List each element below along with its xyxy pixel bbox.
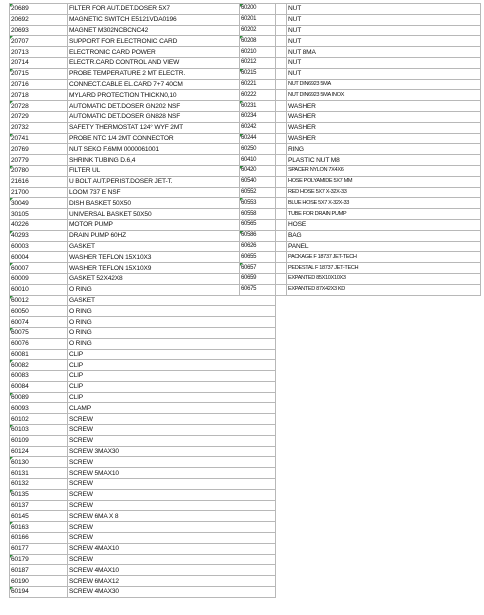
part-description-cell[interactable]: SCREW [68, 522, 276, 533]
part-code-cell[interactable]: 60194 [10, 587, 68, 598]
part-description-cell[interactable]: BAG [287, 230, 481, 241]
part-description-cell[interactable]: EXPANTED 87X42X3 KD [287, 284, 481, 295]
table-row [10, 511, 276, 522]
table-row [240, 176, 481, 187]
part-description-cell[interactable]: FILTER UL [68, 165, 276, 176]
part-description-cell[interactable]: NUT [287, 14, 481, 25]
table-row [10, 435, 276, 446]
table-row [10, 57, 276, 68]
part-code-cell[interactable]: 60250 [240, 144, 287, 155]
table-row [240, 4, 481, 15]
table-row [10, 133, 276, 144]
part-code-cell[interactable]: 60187 [10, 565, 68, 576]
part-code-cell[interactable]: 60009 [10, 273, 68, 284]
part-code-cell[interactable]: 60124 [10, 446, 68, 457]
part-description-cell[interactable]: SCREW [68, 425, 276, 436]
table-row [10, 295, 276, 306]
table-row [10, 554, 276, 565]
part-code-cell[interactable]: 60137 [10, 500, 68, 511]
part-description-cell[interactable]: SCREW [68, 479, 276, 490]
part-description-cell[interactable]: PLASTIC NUT M8 [287, 155, 481, 166]
part-code-cell[interactable]: 60586 [240, 230, 287, 241]
table-row [10, 468, 276, 479]
part-description-cell[interactable]: AUTOMATIC DET.DOSER GN202 NSF [68, 101, 276, 112]
part-code-cell[interactable]: 60075 [10, 327, 68, 338]
table-row [10, 263, 276, 274]
part-code-cell[interactable]: 60410 [240, 155, 287, 166]
part-description-cell[interactable]: NUT DIN6923 5MA INOX [287, 90, 481, 101]
table-row [10, 392, 276, 403]
part-code-cell[interactable]: 60003 [10, 241, 68, 252]
table-row [10, 306, 276, 317]
part-description-cell[interactable]: ELECTR.CARD CONTROL AND VIEW [68, 57, 276, 68]
table-row [10, 543, 276, 554]
part-description-cell[interactable]: SCREW 5MAX10 [68, 468, 276, 479]
part-code-cell[interactable]: 60135 [10, 489, 68, 500]
table-row [240, 14, 481, 25]
part-code-cell[interactable]: 60007 [10, 263, 68, 274]
table-row [10, 327, 276, 338]
table-row [10, 284, 276, 295]
table-row [240, 47, 481, 58]
part-description-cell[interactable]: NUT [287, 25, 481, 36]
part-code-cell[interactable]: 60565 [240, 219, 287, 230]
table-row [240, 187, 481, 198]
table-row [10, 155, 276, 166]
part-code-cell[interactable]: 60234 [240, 111, 287, 122]
part-code-cell[interactable]: 20729 [10, 111, 68, 122]
table-row [10, 489, 276, 500]
part-code-cell[interactable]: 60102 [10, 414, 68, 425]
part-description-cell[interactable]: U BOLT AUT.PERIST.DOSER JET-T. [68, 176, 276, 187]
part-code-cell[interactable]: 60202 [240, 25, 287, 36]
part-description-cell[interactable]: O RING [68, 338, 276, 349]
part-code-cell[interactable]: 60083 [10, 371, 68, 382]
part-description-cell[interactable]: O RING [68, 306, 276, 317]
part-description-cell[interactable]: WASHER [287, 133, 481, 144]
table-row [240, 165, 481, 176]
part-description-cell[interactable]: CONNECT.CABLE EL.CARD 7+7 40CM [68, 79, 276, 90]
part-description-cell[interactable]: MAGNETIC SWITCH E5121VDA0196 [68, 14, 276, 25]
part-code-cell[interactable]: 60659 [240, 273, 287, 284]
table-row [10, 209, 276, 220]
parts-table-right-body [240, 4, 481, 296]
table-row [10, 349, 276, 360]
table-row [10, 565, 276, 576]
part-code-cell[interactable]: 30105 [10, 209, 68, 220]
table-row [240, 57, 481, 68]
part-code-cell[interactable]: 20713 [10, 47, 68, 58]
part-code-cell[interactable]: 60552 [240, 187, 287, 198]
part-code-cell[interactable]: 60244 [240, 133, 287, 144]
part-description-cell[interactable]: NUT DIN6923 5MA [287, 79, 481, 90]
table-row [10, 371, 276, 382]
part-code-cell[interactable]: 60201 [240, 14, 287, 25]
parts-table-left-body [10, 4, 276, 598]
part-description-cell[interactable]: CLIP [68, 360, 276, 371]
table-row [240, 219, 481, 230]
part-description-cell[interactable]: AUTOMATIC DET.DOSER GN828 NSF [68, 111, 276, 122]
part-code-cell[interactable]: 20741 [10, 133, 68, 144]
table-row [10, 479, 276, 490]
part-description-cell[interactable]: CLIP [68, 381, 276, 392]
part-code-cell[interactable]: 20716 [10, 79, 68, 90]
part-code-cell[interactable]: 60081 [10, 349, 68, 360]
part-code-cell[interactable]: 60657 [240, 263, 287, 274]
part-code-cell[interactable]: 20769 [10, 144, 68, 155]
table-row [10, 198, 276, 209]
part-description-cell[interactable]: DRAIN PUMP 60HZ [68, 230, 276, 241]
part-description-cell[interactable]: WASHER [287, 101, 481, 112]
part-description-cell[interactable]: CLAMP [68, 403, 276, 414]
part-description-cell[interactable]: MYLARD PROTECTION THICKN0,10 [68, 90, 276, 101]
part-description-cell[interactable]: RED HOSE 5X7 X-32X-33 [287, 187, 481, 198]
table-row [10, 4, 276, 15]
part-description-cell[interactable]: SCREW [68, 533, 276, 544]
table-row [240, 209, 481, 220]
part-code-cell[interactable]: 21616 [10, 176, 68, 187]
part-code-cell[interactable]: 60082 [10, 360, 68, 371]
part-code-cell[interactable]: 60222 [240, 90, 287, 101]
table-row [10, 25, 276, 36]
part-code-cell[interactable]: 60109 [10, 435, 68, 446]
part-code-cell[interactable]: 60190 [10, 576, 68, 587]
part-code-cell[interactable]: 60076 [10, 338, 68, 349]
table-row [10, 587, 276, 598]
parts-table-right [239, 3, 481, 296]
part-description-cell[interactable]: SCREW 3MAX30 [68, 446, 276, 457]
parts-table-left [9, 3, 276, 598]
part-code-cell[interactable]: 60177 [10, 543, 68, 554]
table-row [10, 403, 276, 414]
part-code-cell[interactable]: 60084 [10, 381, 68, 392]
part-description-cell[interactable]: RING [287, 144, 481, 155]
table-row [10, 425, 276, 436]
part-description-cell[interactable]: NUT [287, 36, 481, 47]
part-description-cell[interactable]: SCREW [68, 500, 276, 511]
part-code-cell[interactable]: 21700 [10, 187, 68, 198]
part-description-cell[interactable]: CLIP [68, 371, 276, 382]
table-row [240, 155, 481, 166]
part-description-cell[interactable]: LOOM 737 E NSF [68, 187, 276, 198]
part-description-cell[interactable]: MAGNET M302NCBCNC42 [68, 25, 276, 36]
part-description-cell[interactable]: CLIP [68, 392, 276, 403]
part-code-cell[interactable]: 60675 [240, 284, 287, 295]
table-row [10, 122, 276, 133]
part-description-cell[interactable]: SCREW [68, 554, 276, 565]
table-row [10, 457, 276, 468]
table-row [10, 79, 276, 90]
part-code-cell[interactable]: 60231 [240, 101, 287, 112]
part-description-cell[interactable]: BLUE HOSE 5X7 X-32X-33 [287, 198, 481, 209]
part-code-cell[interactable]: 20718 [10, 90, 68, 101]
table-row [10, 500, 276, 511]
part-code-cell[interactable]: 60093 [10, 403, 68, 414]
part-code-cell[interactable]: 60208 [240, 36, 287, 47]
table-row [10, 230, 276, 241]
part-description-cell[interactable]: SCREW 4MAX10 [68, 543, 276, 554]
part-description-cell[interactable]: GASKET 52X42X8 [68, 273, 276, 284]
part-description-cell[interactable]: HOSE POLYAMIDE 5X7 MM [287, 176, 481, 187]
part-description-cell[interactable]: PROBE TEMPERATURE 2 MT ELECTR. [68, 68, 276, 79]
table-row [240, 122, 481, 133]
part-description-cell[interactable]: SCREW [68, 414, 276, 425]
table-row [240, 90, 481, 101]
table-row [10, 90, 276, 101]
table-row [10, 47, 276, 58]
table-row [10, 317, 276, 328]
part-code-cell[interactable]: 60130 [10, 457, 68, 468]
table-row [240, 241, 481, 252]
table-row [10, 101, 276, 112]
part-code-cell[interactable]: 60103 [10, 425, 68, 436]
part-code-cell[interactable]: 60050 [10, 306, 68, 317]
part-description-cell[interactable]: UNIVERSAL BASKET 50X50 [68, 209, 276, 220]
part-description-cell[interactable]: SCREW 6MAX12 [68, 576, 276, 587]
part-code-cell[interactable]: 40293 [10, 230, 68, 241]
part-description-cell[interactable]: O RING [68, 327, 276, 338]
part-code-cell[interactable]: 60166 [10, 533, 68, 544]
part-code-cell[interactable]: 20732 [10, 122, 68, 133]
table-row [240, 133, 481, 144]
table-row [10, 165, 276, 176]
part-code-cell[interactable]: 20715 [10, 68, 68, 79]
part-description-cell[interactable]: TUBE FOR DRAIN PUMP [287, 209, 481, 220]
part-description-cell[interactable]: GASKET [68, 241, 276, 252]
part-code-cell[interactable]: 60145 [10, 511, 68, 522]
part-description-cell[interactable]: NUT [287, 57, 481, 68]
part-code-cell[interactable]: 60210 [240, 47, 287, 58]
part-code-cell[interactable]: 60131 [10, 468, 68, 479]
part-code-cell[interactable]: 20692 [10, 14, 68, 25]
table-row [240, 36, 481, 47]
part-code-cell[interactable]: 60540 [240, 176, 287, 187]
part-description-cell[interactable]: SCREW [68, 435, 276, 446]
part-code-cell[interactable]: 20780 [10, 165, 68, 176]
table-row [10, 144, 276, 155]
part-code-cell[interactable]: 60132 [10, 479, 68, 490]
part-description-cell[interactable]: WASHER TEFLON 15X10X3 [68, 252, 276, 263]
part-description-cell[interactable]: SCREW 4MAX10 [68, 565, 276, 576]
part-description-cell[interactable]: WASHER TEFLON 15X10X9 [68, 263, 276, 274]
part-code-cell[interactable]: 60010 [10, 284, 68, 295]
table-row [10, 111, 276, 122]
table-row [10, 68, 276, 79]
table-row [10, 273, 276, 284]
part-description-cell[interactable]: NUT 8MA [287, 47, 481, 58]
table-row [10, 14, 276, 25]
table-row [240, 263, 481, 274]
table-row [240, 273, 481, 284]
part-description-cell[interactable]: EXPANTED 85X10X10X3 [287, 273, 481, 284]
part-code-cell[interactable]: 60626 [240, 241, 287, 252]
part-code-cell[interactable]: 20707 [10, 36, 68, 47]
table-row [10, 219, 276, 230]
part-description-cell[interactable]: CLIP [68, 349, 276, 360]
part-code-cell[interactable]: 30049 [10, 198, 68, 209]
part-code-cell[interactable]: 20728 [10, 101, 68, 112]
part-description-cell[interactable]: O RING [68, 317, 276, 328]
table-row [10, 381, 276, 392]
table-row [240, 101, 481, 112]
part-code-cell[interactable]: 60089 [10, 392, 68, 403]
part-code-cell[interactable]: 40226 [10, 219, 68, 230]
part-code-cell[interactable]: 60221 [240, 79, 287, 90]
table-row [10, 360, 276, 371]
table-row [240, 79, 481, 90]
table-row [240, 68, 481, 79]
part-description-cell[interactable]: PROBE NTC 1/4 2MT CONNECTOR [68, 133, 276, 144]
part-description-cell[interactable]: SCREW [68, 457, 276, 468]
table-row [10, 414, 276, 425]
part-code-cell[interactable]: 20779 [10, 155, 68, 166]
part-description-cell[interactable]: SAFETY THERMOSTAT 124° WYF 2MT [68, 122, 276, 133]
part-code-cell[interactable]: 60212 [240, 57, 287, 68]
part-code-cell[interactable]: 20714 [10, 57, 68, 68]
part-description-cell[interactable]: ELECTRONIC CARD POWER [68, 47, 276, 58]
part-description-cell[interactable]: NUT SEKO F.6MM 0000061001 [68, 144, 276, 155]
table-row [10, 576, 276, 587]
part-description-cell[interactable]: O RING [68, 284, 276, 295]
table-row [240, 144, 481, 155]
part-code-cell[interactable]: 20693 [10, 25, 68, 36]
part-description-cell[interactable]: SPACER NYLON 7X4X6 [287, 165, 481, 176]
table-row [240, 25, 481, 36]
part-description-cell[interactable]: FILTER FOR AUT.DET.DOSER 5X7 [68, 4, 276, 15]
part-description-cell[interactable]: WASHER [287, 111, 481, 122]
part-code-cell[interactable]: 60655 [240, 252, 287, 263]
table-row [240, 284, 481, 295]
part-description-cell[interactable]: NUT [287, 68, 481, 79]
table-row [10, 176, 276, 187]
table-row [10, 252, 276, 263]
part-description-cell[interactable]: SHRINK TUBING D.6,4 [68, 155, 276, 166]
part-code-cell[interactable]: 60074 [10, 317, 68, 328]
table-row [240, 230, 481, 241]
table-row [10, 338, 276, 349]
table-row [10, 522, 276, 533]
part-description-cell[interactable]: WASHER [287, 122, 481, 133]
part-description-cell[interactable]: MOTOR PUMP [68, 219, 276, 230]
part-description-cell[interactable]: HOSE [287, 219, 481, 230]
part-code-cell[interactable]: 60004 [10, 252, 68, 263]
part-code-cell[interactable]: 60553 [240, 198, 287, 209]
table-row [10, 446, 276, 457]
table-row [240, 198, 481, 209]
part-code-cell[interactable]: 60215 [240, 68, 287, 79]
table-row [10, 241, 276, 252]
part-code-cell[interactable]: 60558 [240, 209, 287, 220]
part-code-cell[interactable]: 60163 [10, 522, 68, 533]
part-description-cell[interactable]: SCREW 4MAX30 [68, 587, 276, 598]
part-description-cell[interactable]: SCREW 6MA X 8 [68, 511, 276, 522]
table-row [10, 36, 276, 47]
table-row [10, 187, 276, 198]
part-description-cell[interactable]: DISH BASKET 50X50 [68, 198, 276, 209]
part-code-cell[interactable]: 60012 [10, 295, 68, 306]
part-description-cell[interactable]: PANEL [287, 241, 481, 252]
part-code-cell[interactable]: 60420 [240, 165, 287, 176]
part-description-cell[interactable]: PACKAGE F 18737 JET-TECH [287, 252, 481, 263]
part-description-cell[interactable]: GASKET [68, 295, 276, 306]
table-row [240, 111, 481, 122]
part-description-cell[interactable]: SCREW [68, 489, 276, 500]
part-code-cell[interactable]: 60200 [240, 4, 287, 15]
part-code-cell[interactable]: 20689 [10, 4, 68, 15]
table-row [10, 533, 276, 544]
part-description-cell[interactable]: PEDESTAL F 18737 JET-TECH [287, 263, 481, 274]
part-description-cell[interactable]: NUT [287, 4, 481, 15]
part-description-cell[interactable]: SUPPORT FOR ELECTRONIC CARD [68, 36, 276, 47]
part-code-cell[interactable]: 60179 [10, 554, 68, 565]
part-code-cell[interactable]: 60242 [240, 122, 287, 133]
table-row [240, 252, 481, 263]
